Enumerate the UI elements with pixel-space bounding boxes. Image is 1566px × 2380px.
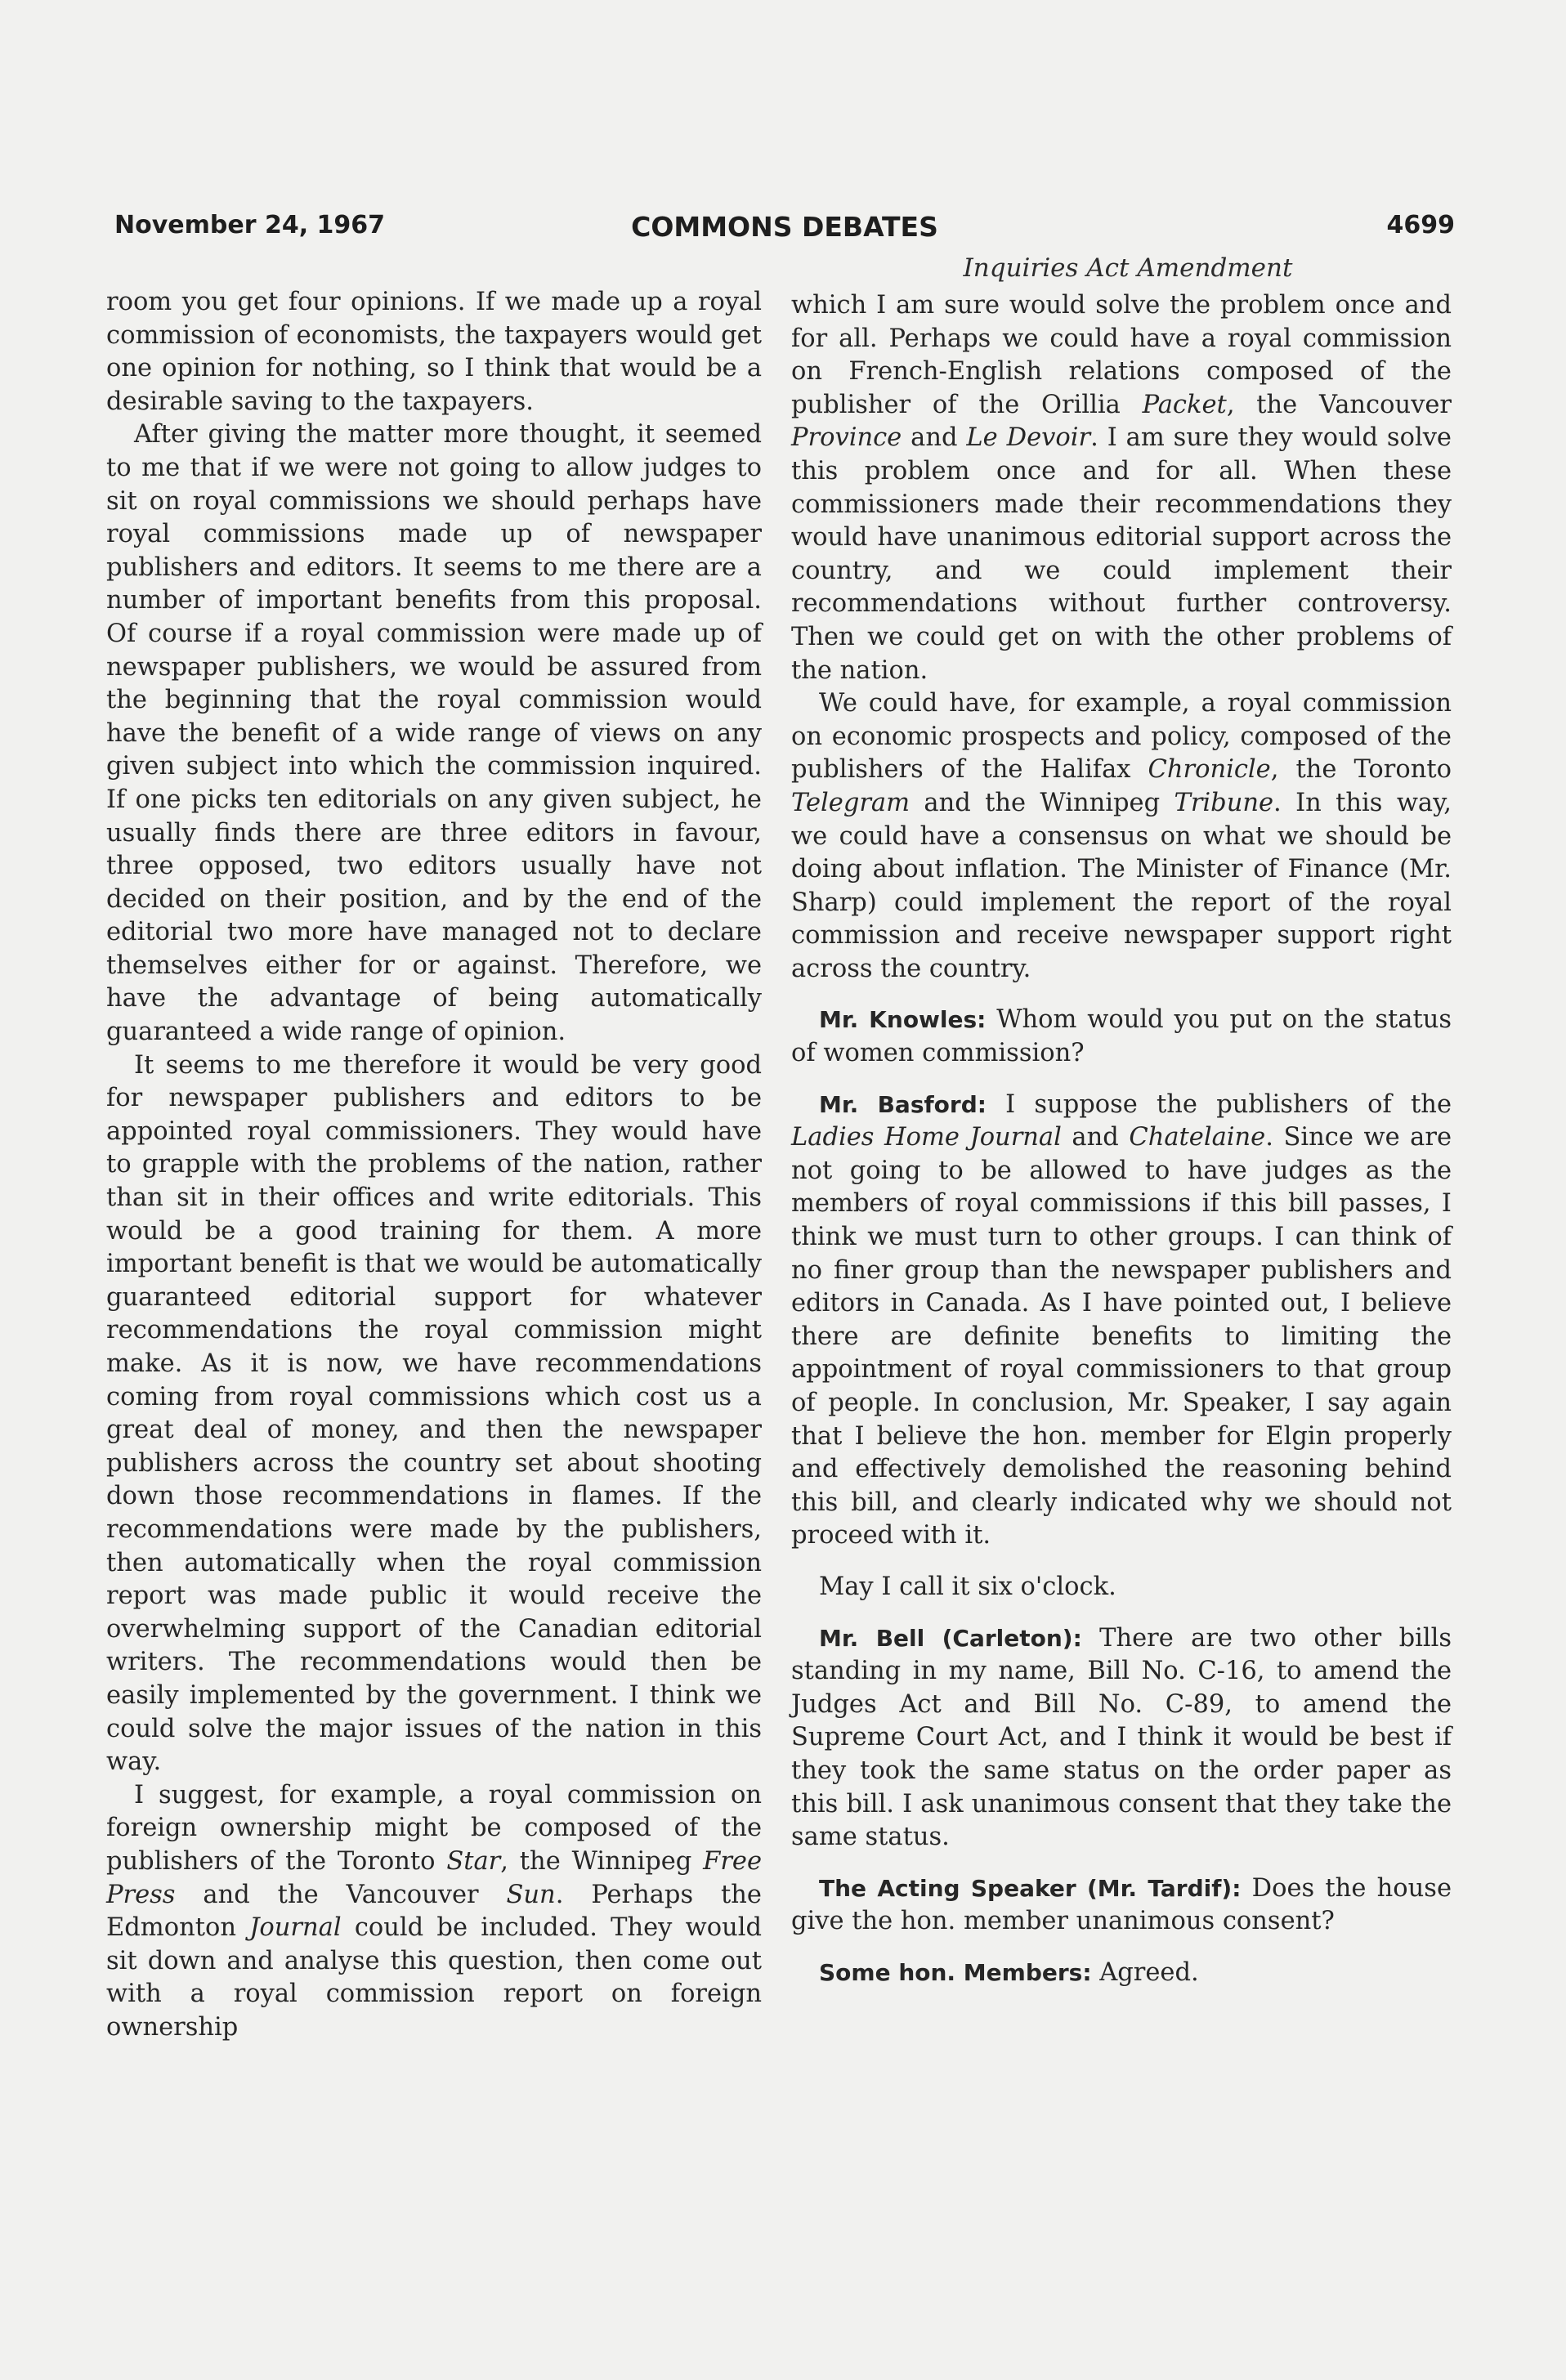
newspaper-title: Journal bbox=[249, 1913, 342, 1943]
speech-bell: Mr. Bell (Carleton): There are two other bills standing in my name, Bill No. C-16, to amend the Judges Act and Bill No. C-89, to amend the Supreme Court Act, and I think it would be best if they took the same status on the order paper as this bill. I ask unanimous consent that they take the same status. bbox=[791, 1623, 1452, 1852]
paragraph: It seems to me therefore it would be very good for newspaper publishers and editors to be appointed royal commissioners. They would have to grapple with the problems of the nation, rather than sit in their offices and write editorials. This would be a good training for them. A more important benefit is that we would be automatically guaranteed editorial support for whatever recommendations the royal commission might make. As it is now, we have recommendations coming from royal commissions which cost us a great deal of money, and then the newspaper publishers across the country set about shooting down those recommendations in flames. If the recommendations were made by the publishers, then automatically when the royal commission report was made public it would receive the overwhelming support of the Canadian editorial writers. The recommendations would then be easily implemented by the government. I think we could solve the major issues of the nation in this way. bbox=[106, 1050, 762, 1777]
header-date: November 24, 1967 bbox=[114, 211, 386, 239]
paragraph: which I am sure would solve the problem once and for all. Perhaps we could have a royal commission on French-English relations composed of the publisher of the Orillia Packet, the Vancouver Province and Le Devoir. I am sure they would solve this problem once and for all. When these commissioners made their recommendations they would have unanimous editorial support across the country, and we could implement their recommendations without further controversy. Then we could get on with the other problems of the nation. bbox=[791, 291, 1452, 685]
newspaper-title: Le Devoir bbox=[966, 423, 1091, 453]
paragraph: room you get four opinions. If we made up a royal commission of economists, the taxpayers would get one opinion for nothing, so I think that would be a desirable saving to the taxpayers. bbox=[106, 288, 762, 416]
magazine-title: Chatelaine bbox=[1129, 1123, 1266, 1152]
speaker-name: Mr. Basford: bbox=[819, 1090, 987, 1118]
newspaper-title: Sun bbox=[506, 1880, 556, 1909]
speaker-name: Mr. Bell (Carleton): bbox=[819, 1624, 1082, 1652]
speech-knowles: Mr. Knowles: Whom would you put on the status of women commission? bbox=[791, 1005, 1452, 1068]
paragraph: After giving the matter more thought, it seemed to me that if we were not going to allow judges to sit on royal commissions we should perhaps have royal commissions made up of newspaper publishers and editors. It seems to me there are a number of important benefits from this proposal. Of course if a royal commission were made up of newspaper publishers, we would be assured from the beginning that the royal commission would have the benefit of a wide range of views on any given subject into which the commission inquired. If one picks ten editorials on any given subject, he usually finds there are three editors in favour, three opposed, two editors usually have not decided on their position, and by the end of the editorial two more have managed not to declare themselves either for or against. Therefore, we have the advantage of being automatically guaranteed a wide range of opinion. bbox=[106, 420, 762, 1047]
speech-basford: Mr. Basford: I suppose the publishers of the Ladies Home Journal and Chatelaine. Since we are not going to be allowed to have judges as the members of royal commissions if this bill passes, I think we must turn to other groups. I can think of no finer group than the newspaper publishers and editors in Canada. As I have pointed out, I believe there are definite benefits to limiting the appointment of royal commissioners to that group of people. In conclusion, Mr. Speaker, I say again that I believe the hon. member for Elgin properly and effectively demolished the reasoning behind this bill, and clearly indicated why we should not proceed with it. bbox=[791, 1089, 1452, 1550]
newspaper-title: Tribune bbox=[1174, 788, 1274, 817]
speaker-name: Mr. Knowles: bbox=[819, 1006, 987, 1034]
speech-members: Some hon. Members: Agreed. bbox=[819, 1957, 1199, 1987]
speaker-name: Some hon. Members: bbox=[819, 1958, 1092, 1986]
speech-tardif: The Acting Speaker (Mr. Tardif): Does the house give the hon. member unanimous consent? bbox=[791, 1873, 1452, 1936]
header-page-number: 4699 bbox=[1386, 211, 1455, 239]
newspaper-title: Province bbox=[791, 423, 902, 453]
speaker-name: The Acting Speaker (Mr. Tardif): bbox=[819, 1874, 1242, 1902]
paragraph: We could have, for example, a royal commission on economic prospects and policy, composed of the publishers of the Halifax Chronicle, the Toronto Telegram and the Winnipeg Tribune. In this way, we could have a consensus on what we should be doing about inflation. The Minister of Finance (Mr. Sharp) could implement the report of the royal commission and receive newspaper support right across the country. bbox=[791, 689, 1452, 983]
page-header bbox=[114, 211, 1455, 252]
header-title: COMMONS DEBATES bbox=[631, 211, 938, 243]
left-column bbox=[106, 286, 762, 2044]
paragraph: I suggest, for example, a royal commission on foreign ownership might be composed of the publishers of the Toronto Star, the Winnipeg Free Press and the Vancouver Sun. Perhaps the Edmonton Journal could be included. They would sit down and analyse this question, then come out with a royal commission report on foreign ownership bbox=[106, 1780, 762, 2042]
newspaper-title: Packet bbox=[1142, 390, 1227, 419]
magazine-title: Ladies Home Journal bbox=[791, 1123, 1062, 1152]
newspaper-title: Star bbox=[446, 1846, 501, 1876]
newspaper-title: Telegram bbox=[791, 788, 911, 817]
section-subheading: Inquiries Act Amendment bbox=[963, 253, 1293, 283]
newspaper-title: Free Press bbox=[106, 1846, 762, 1909]
newspaper-title: Chronicle bbox=[1148, 755, 1271, 785]
right-column bbox=[791, 289, 1452, 1990]
paragraph: May I call it six o'clock. bbox=[819, 1572, 1116, 1601]
